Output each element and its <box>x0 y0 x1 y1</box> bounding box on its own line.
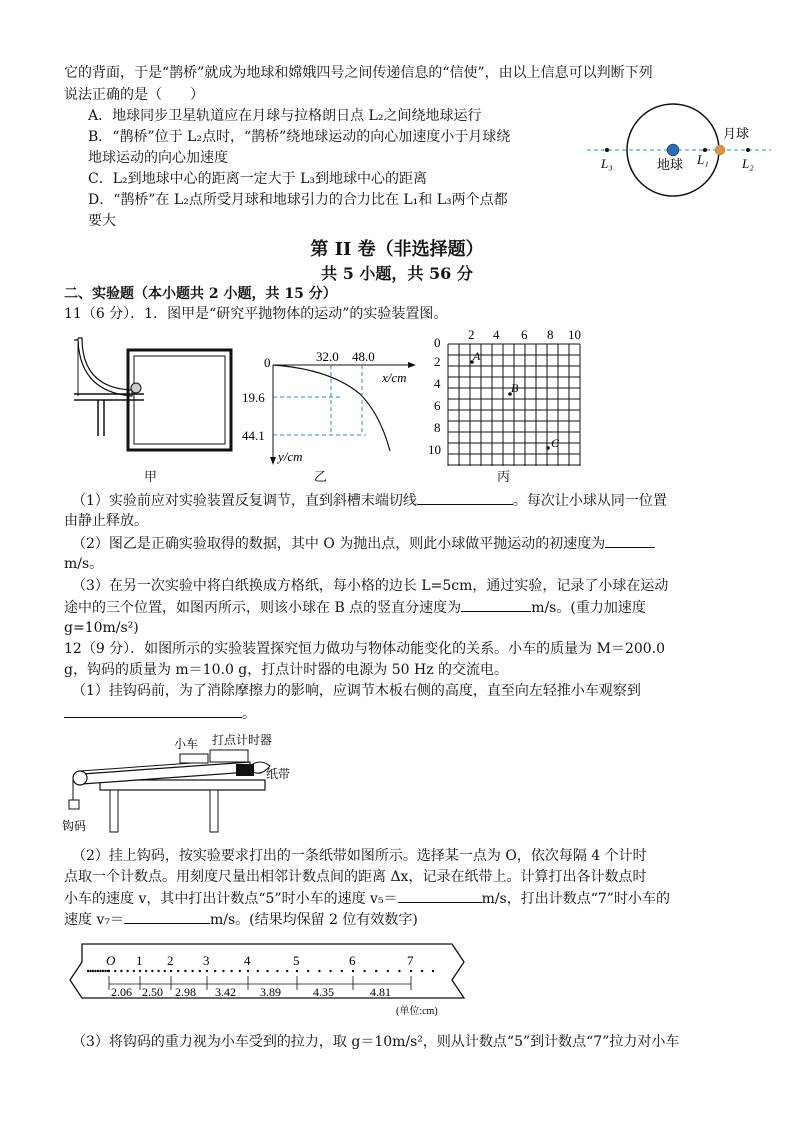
fig-jia-label: 甲 <box>144 470 158 485</box>
y-tick-44-1: 44.1 <box>242 428 265 443</box>
q11-part3: （3）在另一次实验中将白纸换成方格纸，每小格的边长 L=5cm，通过实验，记录了小球在运动 <box>72 578 669 594</box>
tape-point-5: 5 <box>293 953 300 968</box>
q11-part3-gravity: g=10m/s²) <box>64 620 139 636</box>
tape-dot <box>375 970 377 972</box>
point-a: A <box>473 349 481 363</box>
moon-icon <box>715 145 725 155</box>
tape-dot <box>104 970 106 972</box>
tape-dot <box>102 970 104 972</box>
y-tick-19-6: 19.6 <box>242 390 265 405</box>
tape-dot <box>151 970 153 972</box>
q11-part1 <box>72 490 667 511</box>
q11-p1-text: （1）实验前应对实验装置反复调节，直到斜槽末端切线 <box>72 493 417 509</box>
left-tick-4: 4 <box>434 376 441 391</box>
top-tick-4: 4 <box>493 327 500 342</box>
v7-blank[interactable] <box>124 909 210 924</box>
tape-dot <box>307 970 309 972</box>
tape-dot <box>120 970 122 972</box>
q11-part1-cont: 由静止释放。 <box>64 513 148 529</box>
dist-4-5: 3.89 <box>260 985 281 999</box>
moon-label: 月球 <box>723 126 750 141</box>
q12-part2-line2: 点取一个计数点。用刻度尺量出相邻计数点间的距离 Δx，记录在纸带上。计算打出各计数点时 <box>64 869 647 885</box>
q12-p2-text4: m/s。(结果均保留 2 位有效数字) <box>209 912 418 928</box>
tape-dot <box>239 970 241 972</box>
top-tick-8: 8 <box>547 327 554 342</box>
tape-point-o: O <box>106 953 116 968</box>
tape-dot <box>276 970 278 972</box>
tape-dot <box>99 970 101 972</box>
left-tick-2: 2 <box>434 354 441 369</box>
q11-p3-text2: m/s。(重力加速度 <box>531 600 646 616</box>
tape-dot <box>398 970 400 972</box>
x-axis-label: x/cm <box>382 370 407 385</box>
tape-dot <box>286 970 288 972</box>
tape-dot <box>199 970 201 972</box>
tape-dot <box>206 970 208 972</box>
tape-dot <box>92 970 94 972</box>
l3-label: L₃ <box>601 156 613 171</box>
apparatus-diagram <box>60 730 300 838</box>
tape-dot <box>247 970 249 972</box>
tape-point-3: 3 <box>203 953 210 968</box>
q12-part2-line1: （2）挂上钩码，按实验要求打出的一条纸带如图所示。选择某一点为 O，依次每隔 4 个计时 <box>72 848 647 864</box>
tape-dot <box>352 970 354 972</box>
q11-p2-text: （2）图乙是正确实验取得的数据，其中 O 为抛出点，则此小球做平抛运动的初速度为 <box>72 536 606 552</box>
q12-intro-line1: 12（9 分）．如图所示的实验装置探究恒力做功与物体动能变化的关系。小车的质量为 M＝200.0 <box>64 641 666 657</box>
tape-dot <box>145 970 147 972</box>
tape-dot <box>139 970 141 972</box>
tape-dot <box>432 970 434 972</box>
option-b-line1: B．“鹊桥”位于 L₂点时，“鹊桥”绕地球运动的向心加速度小于月球绕 <box>88 129 511 145</box>
option-d-line2: 要大 <box>88 213 116 229</box>
option-c: C．L₂到地球中心的距离一定大于 L₃到地球中心的距离 <box>88 171 427 187</box>
tape-label: 纸带 <box>266 767 291 781</box>
tape-dot <box>164 970 166 972</box>
tape-dot <box>296 970 298 972</box>
q11-p3-blank[interactable] <box>461 597 531 612</box>
dist-3-4: 3.42 <box>215 985 236 999</box>
q11-part2-cont: m/s。 <box>64 556 104 572</box>
earth-icon <box>667 144 679 156</box>
tape-dot <box>87 970 89 972</box>
dist-2-3: 2.98 <box>175 985 196 999</box>
tape-point-6: 6 <box>349 953 356 968</box>
tape-dot <box>97 970 99 972</box>
tape-dot <box>214 970 216 972</box>
tape-dot <box>157 970 159 972</box>
q11-part2 <box>72 533 655 554</box>
tape-dot <box>108 970 110 972</box>
top-tick-10: 10 <box>568 327 581 342</box>
tape-point-4: 4 <box>244 953 251 968</box>
q11-p1-blank[interactable] <box>417 490 513 505</box>
tape-dot <box>89 970 91 972</box>
tape-dot <box>94 970 96 972</box>
l2-label: L₂ <box>742 156 754 171</box>
point-b: B <box>511 381 519 395</box>
dist-6-7: 4.81 <box>370 985 391 999</box>
paper-tape-diagram <box>64 940 484 1022</box>
tape-dot <box>266 970 268 972</box>
l1-label: L₁ <box>697 152 709 167</box>
q11-p1-text2: 。每次让小球从同一位置 <box>512 493 667 509</box>
question-10-stem-line2: 说法正确的是（ ） <box>64 87 204 103</box>
q12-p2-text3: 速度 v₇＝ <box>64 912 124 928</box>
weight-label: 钩码 <box>62 819 87 833</box>
fig-yi-label: 乙 <box>314 470 328 485</box>
figure-yi <box>240 349 425 469</box>
tape-dot <box>114 970 116 972</box>
tape-dot <box>170 970 172 972</box>
unit-label: (单位:cm) <box>396 1006 438 1017</box>
q12-p1-blank[interactable] <box>64 703 242 718</box>
dist-5-6: 4.35 <box>313 985 334 999</box>
top-tick-2: 2 <box>468 327 475 342</box>
section-subtitle: 共 5 小题，共 56 分 <box>321 264 473 283</box>
v5-blank[interactable] <box>398 888 482 903</box>
q12-p1-end: 。 <box>242 706 256 722</box>
left-tick-8: 8 <box>434 420 441 435</box>
point-c: C <box>551 436 560 450</box>
tape-dot <box>421 970 423 972</box>
orbit-diagram <box>585 96 775 206</box>
dist-1-2: 2.50 <box>142 985 163 999</box>
car-label: 小车 <box>174 737 199 751</box>
q12-p2-text: 小车的速度 v，其中打出计数点“5”时小车的速度 v₅＝ <box>64 891 398 907</box>
q11-part3-cont <box>64 597 646 618</box>
q12-part2-line3 <box>64 888 670 909</box>
figure-bing <box>420 326 590 466</box>
left-tick-0: 0 <box>434 335 441 350</box>
q12-part3: （3）将钩码的重力视为小车受到的拉力，取 g＝10m/s²，则从计数点“5”到计数点“7”拉力对小车 <box>72 1034 680 1050</box>
option-a: A．地球同步卫星轨道应在月球与拉格朗日点 L₂之间绕地球运行 <box>88 108 482 124</box>
tape-dot <box>363 970 365 972</box>
tape-dot <box>341 970 343 972</box>
tape-dot <box>177 970 179 972</box>
q12-p2-text2: m/s，打出计数点“7”时小车的 <box>481 891 670 907</box>
x-tick-48: 48.0 <box>352 349 375 364</box>
tape-dot <box>184 970 186 972</box>
tape-point-2: 2 <box>167 953 174 968</box>
section-title: 第 II 卷（非选择题） <box>310 239 484 260</box>
q11-p2-blank[interactable] <box>605 533 655 548</box>
q12-part1: （1）挂钩码前，为了消除摩擦力的影响，应调节木板右侧的高度，直至向左轻推小车观察到 <box>72 683 641 699</box>
tape-point-7: 7 <box>407 953 414 968</box>
tape-dot <box>230 970 232 972</box>
q11-intro: 11（6 分）．1．图甲是“研究平抛物体的运动”的实验装置图。 <box>64 306 448 322</box>
tape-dot <box>222 970 224 972</box>
top-tick-6: 6 <box>521 327 528 342</box>
tape-dot <box>387 970 389 972</box>
tape-dot <box>191 970 193 972</box>
earth-label: 地球 <box>657 157 684 172</box>
q12-part2-line4 <box>64 909 418 930</box>
q11-p3-text: 途中的三个位置，如图丙所示，则该小球在 B 点的竖直分速度为 <box>64 600 462 616</box>
timer-label: 打点计时器 <box>212 733 273 747</box>
x-tick-32: 32.0 <box>316 349 339 364</box>
tape-dot <box>257 970 259 972</box>
q12-intro-line2: g，钩码的质量为 m＝10.0 g，打点计时器的电源为 50 Hz 的交流电。 <box>64 662 509 678</box>
left-tick-10: 10 <box>428 442 441 457</box>
tape-point-1: 1 <box>136 953 143 968</box>
fig-bing-label: 丙 <box>497 470 511 485</box>
tape-dot <box>133 970 135 972</box>
tape-dot <box>126 970 128 972</box>
question-10-stem-line1: 它的背面，于是“鹊桥”就成为地球和嫦娥四号之间传递信息的“信使”，由以上信息可以判断下列 <box>64 65 653 81</box>
figure-jia <box>68 336 238 466</box>
origin-label: 0 <box>264 355 271 370</box>
y-axis-label: y/cm <box>278 449 303 464</box>
option-d-line1: D．“鹊桥”在 L₂点所受月球和地球引力的合力比在 L₁和 L₃两个点都 <box>88 192 508 208</box>
tape-dot <box>329 970 331 972</box>
left-tick-6: 6 <box>434 398 441 413</box>
q12-part1-cont <box>64 703 256 724</box>
part-heading: 二、实验题（本小题共 2 小题，共 15 分） <box>64 286 337 302</box>
tape-dot <box>410 970 412 972</box>
dist-0-1: 2.06 <box>111 985 132 999</box>
option-b-line2: 地球运动的向心加速度 <box>88 150 228 166</box>
tape-dot <box>318 970 320 972</box>
